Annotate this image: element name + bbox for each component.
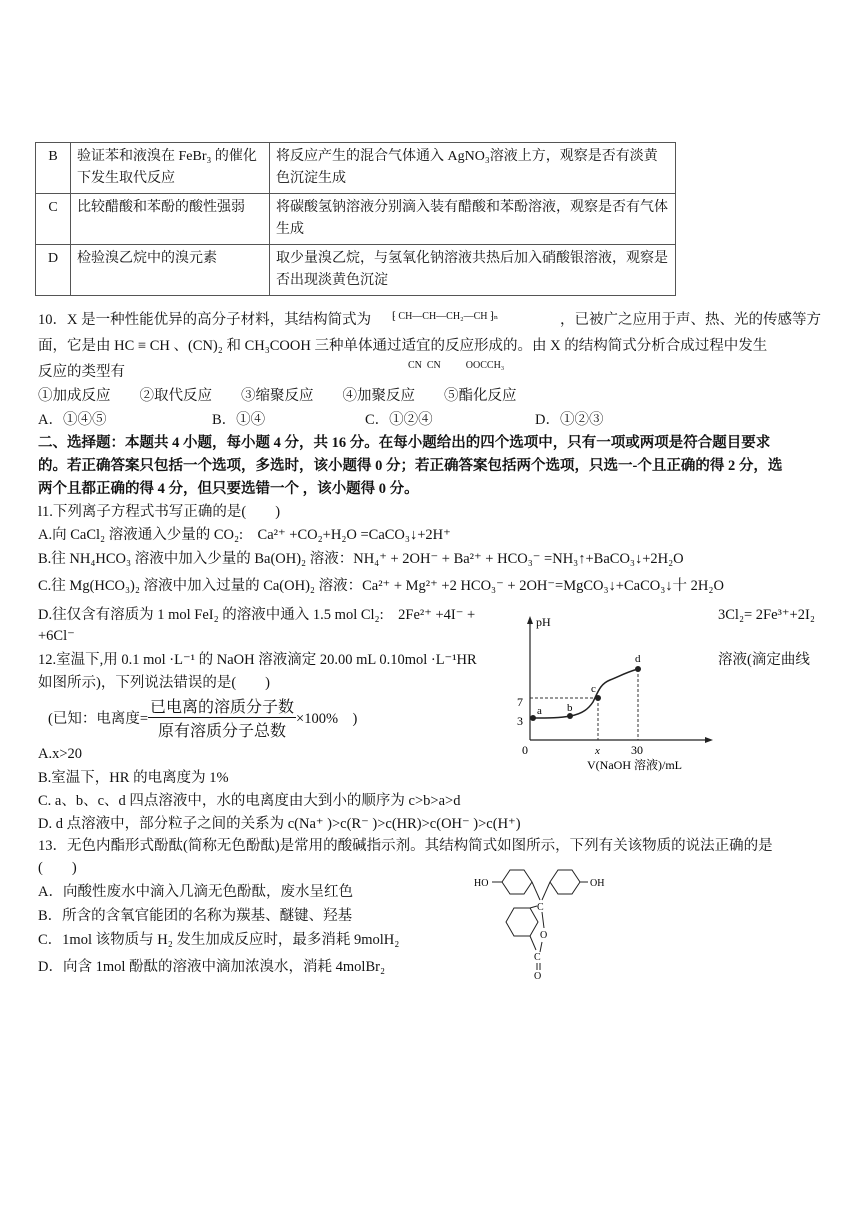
q11-option-d-cont: +6Cl⁻ xyxy=(38,628,75,644)
tick-30: 30 xyxy=(631,743,643,757)
central-carbon: C xyxy=(537,902,544,913)
polymer-substituents: CN CN OOCCH₃ xyxy=(408,360,505,371)
bond xyxy=(530,936,536,950)
left-benzene-ring xyxy=(502,870,532,894)
polymer-backbone: ⁅ CH—CH—CH₂—CH ⁆ₙ xyxy=(392,311,499,322)
x-axis-arrow xyxy=(705,737,713,743)
q11-option-b: B.往 NH₄HCO₃ 溶液中加入少量的 Ba(OH)₂ 溶液：NH₄⁺ + 2OH⁻ + Ba²⁺ + HCO₃⁻ =NH₃↑+BaCO₃↓+2H₂O xyxy=(38,551,684,567)
q10-line3: 反应的类型有 xyxy=(38,364,125,380)
section2-line3: 两个且都正确的得 4 分，但只要选错一个 ，该小题得 0 分。 xyxy=(38,481,419,497)
q10-line1 xyxy=(38,310,371,330)
point-d xyxy=(635,666,641,672)
q12-option-a: A.x>20 xyxy=(38,746,83,762)
point-a xyxy=(530,715,536,721)
q11-stem: l1.下列离子方程式书写正确的是( ) xyxy=(38,504,281,520)
formula-suffix: ×100% ) xyxy=(296,711,358,727)
tick-7: 7 xyxy=(517,695,523,709)
q10-option-b: B．①④ xyxy=(212,412,266,428)
right-benzene-ring xyxy=(550,870,580,894)
q13-option-d: D．向含 1mol 酚酞的溶液中滴加浓溴水，消耗 4molBr₂ xyxy=(38,959,386,975)
label-b: b xyxy=(567,702,573,714)
x-axis-label: V(NaOH 溶液)/mL xyxy=(587,758,682,772)
bond xyxy=(542,882,550,900)
ho-label: HO xyxy=(474,878,489,889)
formula-label: (已知：电离度= xyxy=(48,711,149,727)
q11-option-d-end: 3Cl₂= 2Fe³⁺+2I₂ xyxy=(718,607,815,623)
q10-option-d: D．①②③ xyxy=(535,412,604,428)
q12-option-d: D. d 点溶液中，部分粒子之间的关系为 c(Na⁺ )>c(R⁻ )>c(HR)>c(OH⁻ )>c(H⁺) xyxy=(38,816,521,832)
q11-option-c: C.往 Mg(HCO₃)₂ 溶液中加入过量的 Ca(OH)₂ 溶液：Ca²⁺ + Mg²⁺ +2 HCO₃⁻ + 2OH⁻=MgCO₃↓+CaCO₃↓十 2H₂O xyxy=(38,578,724,594)
tick-3: 3 xyxy=(517,714,523,728)
origin-label: 0 xyxy=(522,743,528,757)
point-c xyxy=(595,695,601,701)
row-experiment: 检验溴乙烷中的溴元素 xyxy=(71,245,270,296)
q10-types: ①加成反应 ②取代反应 ③缩聚反应 ④加聚反应 ⑤酯化反应 xyxy=(38,388,517,404)
section2-line2: 的。若正确答案只包括一个选项，多选时，该小题得 0 分；若正确答案包括两个选项，只选一-个且正确的得 2 分，选 xyxy=(38,458,783,474)
row-operation: 取少量溴乙烷，与氢氧化钠溶液共热后加入硝酸银溶液，观察是否出现淡黄色沉淀 xyxy=(270,245,676,296)
q12-line2: 如图所示)，下列说法错误的是( ) xyxy=(38,675,270,691)
q10-line2: 面，它是由 HC ≡ CH 、(CN)₂ 和 CH₃COOH 三种单体通过适宜的反应形成的。由 X 的结构简式分析合成过程中发生 xyxy=(38,338,768,354)
q13-option-a: A．向酸性废水中滴入几滴无色酚酞，废水呈红色 xyxy=(38,884,353,900)
q13-option-b: B．所含的含氧官能团的名称为羰基、醚键、羟基 xyxy=(38,908,353,924)
fused-benzene-ring xyxy=(506,908,538,936)
oh-label: OH xyxy=(590,878,605,889)
row-experiment: 验证苯和液溴在 FeBr₃ 的催化下发生取代反应 xyxy=(71,143,270,194)
bond xyxy=(542,912,544,928)
q12-option-b: B.室温下，HR 的电离度为 1% xyxy=(38,770,229,786)
table-row xyxy=(36,143,676,194)
q13-line1: 13．无色内酯形式酚酞(简称无色酚酞)是常用的酸碱指示剂。其结构简式如图所示，下列有关该物质的说法正确的是 xyxy=(38,838,773,854)
q10-option-c: C．①②④ xyxy=(365,412,433,428)
carbonyl-oxygen: O xyxy=(534,971,542,980)
q12-line1: 12.室温下,用 0.1 mol ·L⁻¹ 的 NaOH 溶液滴定 20.00 mL 0.10mol ·L⁻¹HR xyxy=(38,652,477,668)
row-key: C xyxy=(36,194,71,245)
row-key: D xyxy=(36,245,71,296)
label-d: d xyxy=(635,653,641,665)
tick-x: x xyxy=(595,745,600,757)
row-key: B xyxy=(36,143,71,194)
label-a: a xyxy=(537,705,542,717)
q11-option-d: D.往仅含有溶质为 1 mol FeI₂ 的溶液中通入 1.5 mol Cl₂: 2Fe²⁺ +4I⁻ + xyxy=(38,607,476,623)
formula-numerator: 已电离的溶质分子数 xyxy=(148,694,296,718)
q10-text-a: 10．X 是一种性能优异的高分子材料，其结构简式为 xyxy=(38,312,372,328)
ring-oxygen: O xyxy=(540,930,548,941)
q13-line2: ( ) xyxy=(38,860,77,876)
titration-curve xyxy=(530,669,638,718)
bond xyxy=(532,882,540,900)
bond xyxy=(530,906,537,908)
q10-option-a: A．①④⑤ xyxy=(38,412,107,428)
table-row xyxy=(36,194,676,245)
q10-line1b: ，已被广之应用于声、热、光的传感等方 xyxy=(560,312,821,328)
row-experiment: 比较醋酸和苯酚的酸性强弱 xyxy=(71,194,270,245)
q12-line1b: 溶液(滴定曲线 xyxy=(718,652,810,668)
phenolphthalein-structure xyxy=(474,862,614,980)
ionization-formula xyxy=(48,694,357,741)
q12-option-c: C. a、b、c、d 四点溶液中，水的电离度由大到小的顺序为 c>b>a>d xyxy=(38,793,461,809)
row-operation: 将反应产生的混合气体通入 AgNO₃溶液上方，观察是否有淡黄色沉淀生成 xyxy=(270,143,676,194)
polymer-structure xyxy=(392,284,504,385)
y-axis-label: pH xyxy=(536,615,551,629)
formula-fraction xyxy=(148,694,296,741)
section2-line1: 二、选择题：本题共 4 小题，每小题 4 分，共 16 分。在每小题给出的四个选项中，只有一项或两项是符合题目要求 xyxy=(38,435,771,451)
experiment-table xyxy=(35,142,676,296)
table-row xyxy=(36,245,676,296)
bond xyxy=(540,942,542,952)
titration-curve-graph xyxy=(515,612,715,772)
q13-option-c: C．1mol 该物质与 H₂ 发生加成反应时，最多消耗 9molH₂ xyxy=(38,932,400,948)
formula-denominator: 原有溶质分子总数 xyxy=(158,723,287,740)
carbonyl-carbon: C xyxy=(534,952,541,963)
q11-option-a: A.向 CaCl₂ 溶液通入少量的 CO₂: Ca²⁺ +CO₂+H₂O =CaCO₃↓+2H⁺ xyxy=(38,527,451,543)
y-axis-arrow xyxy=(527,616,533,624)
label-c: c xyxy=(591,683,596,695)
row-operation: 将碳酸氢钠溶液分别滴入装有醋酸和苯酚溶液，观察是否有气体生成 xyxy=(270,194,676,245)
